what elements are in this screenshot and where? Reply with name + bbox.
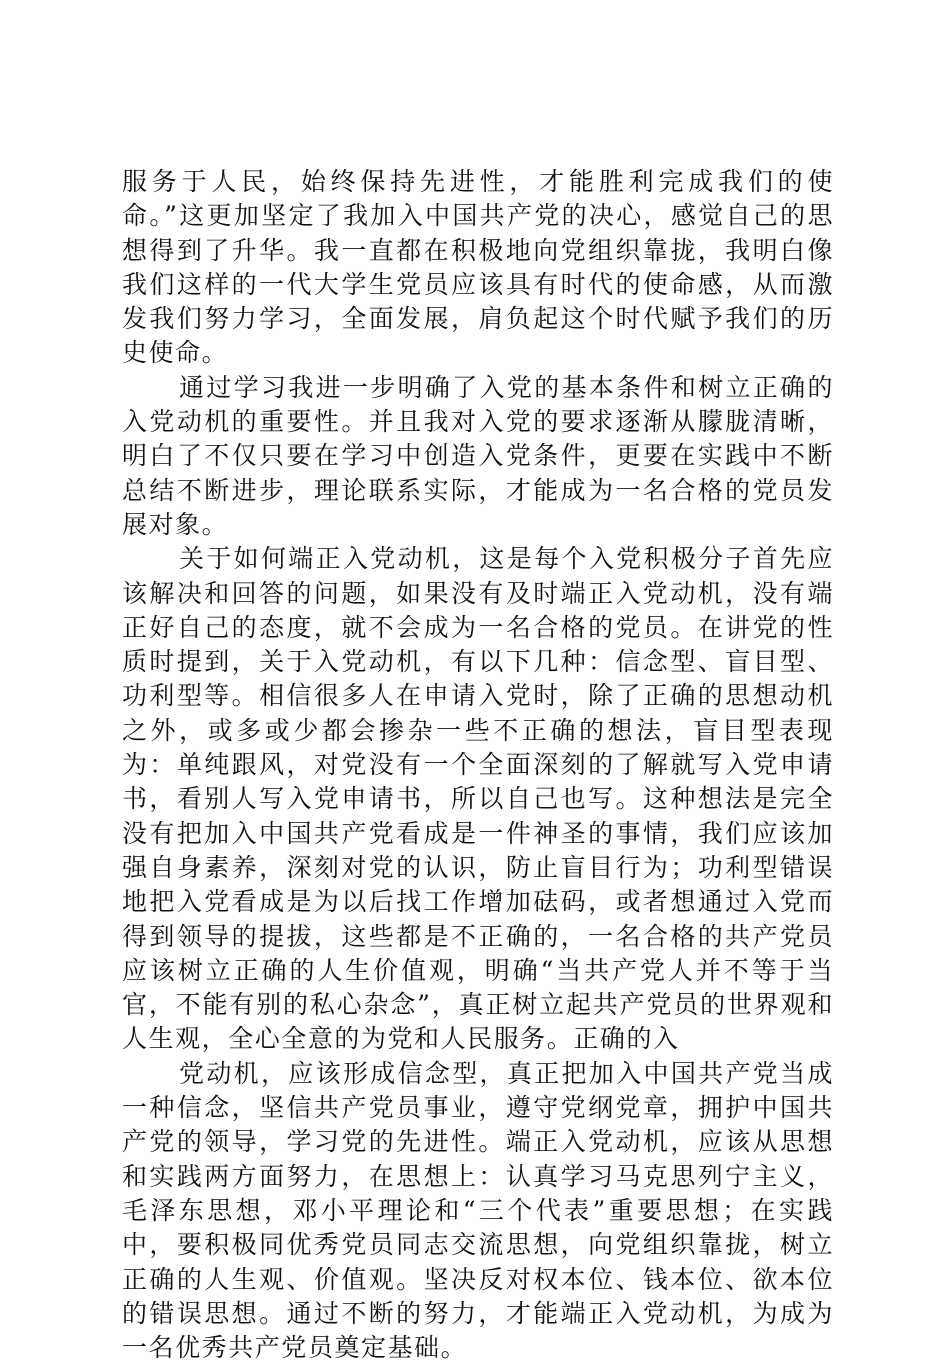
paragraph-2: 通过学习我进一步明确了入党的基本条件和树立正确的入党动机的重要性。并且我对入党的要求逐渐从朦胧清晰，明白了不仅只要在学习中创造入党条件，更要在实践中不断总结不断进步，理论联系实际，才能成为一名合格的党员发展对象。 xyxy=(122,372,834,539)
document-body xyxy=(122,165,834,1365)
paragraph-3: 关于如何端正入党动机，这是每个入党积极分子首先应该解决和回答的问题，如果没有及时端正入党动机，没有端正好自己的态度，就不会成为一名合格的党员。在讲党的性质时提到，关于入党动机，有以下几种：信念型、盲目型、功利型等。相信很多人在申请入党时，除了正确的思想动机之外，或多或少都会掺杂一些不正确的想法，盲目型表现为：单纯跟风，对党没有一个全面深刻的了解就写入党申请书，看别人写入党申请书，所以自己也写。这种想法是完全没有把加入中国共产党看成是一件神圣的事情，我们应该加强自身素养，深刻对党的认识，防止盲目行为；功利型错误地把入党看成是为以后找工作增加砝码，或者想通过入党而得到领导的提拔，这些都是不正确的，一名合格的共产党员应该树立正确的人生价值观，明确“当共产党人并不等于当官，不能有别的私心杂念”，真正树立起共产党员的世界观和人生观，全心全意的为党和人民服务。正确的入 xyxy=(122,544,834,1054)
paragraph-4: 党动机，应该形成信念型，真正把加入中国共产党当成一种信念，坚信共产党员事业，遵守党纲党章，拥护中国共产党的领导，学习党的先进性。端正入党动机，应该从思想和实践两方面努力，在思想上：认真学习马克思列宁主义，毛泽东思想，邓小平理论和“三个代表”重要思想；在实践中，要积极同优秀党员同志交流思想，向党组织靠拢，树立正确的人生观、价值观。坚决反对权本位、钱本位、欲本位的错误思想。通过不断的努力，才能端正入党动机，为成为一名优秀共产党员奠定基础。 xyxy=(122,1058,834,1363)
paragraph-1: 服务于人民，始终保持先进性，才能胜利完成我们的使命。”这更加坚定了我加入中国共产党的决心，感觉自己的思想得到了升华。我一直都在积极地向党组织靠拢，我明白像我们这样的一代大学生党员应该具有时代的使命感，从而激发我们努力学习，全面发展，肩负起这个时代赋予我们的历史使命。 xyxy=(122,167,834,368)
